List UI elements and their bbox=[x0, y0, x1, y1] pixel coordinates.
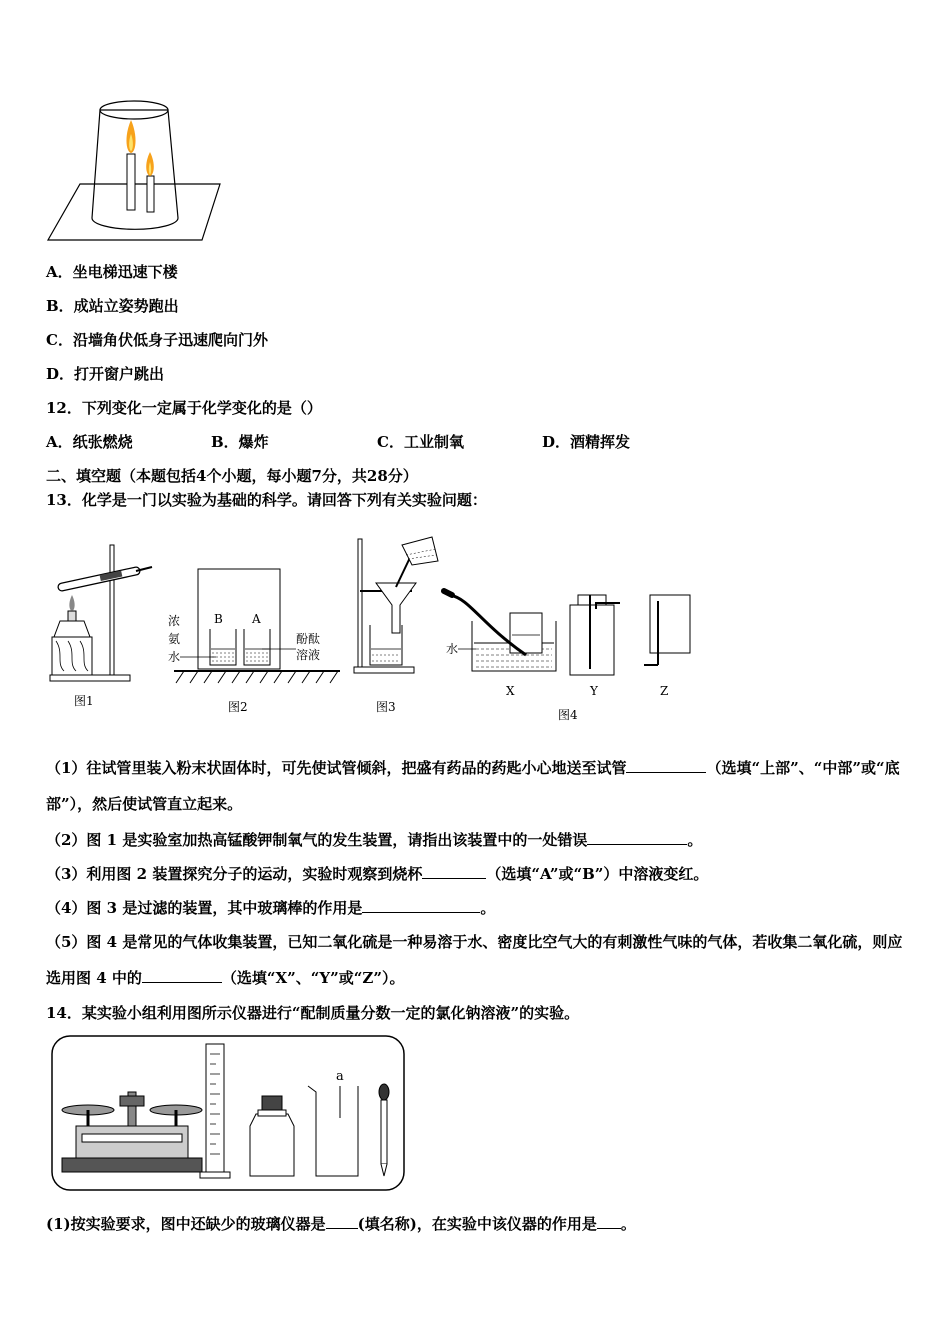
q13-sub2-blank bbox=[587, 830, 687, 845]
q13-sub1 bbox=[46, 750, 908, 822]
fig1-heating-apparatus bbox=[50, 545, 152, 708]
q13-sub4-text-b: 。 bbox=[480, 899, 496, 917]
q12-option-b: B．爆炸 bbox=[211, 433, 269, 451]
candle-experiment-figure bbox=[40, 90, 230, 250]
fig4-gas-collection bbox=[444, 591, 690, 722]
fig4-label: 图4 bbox=[558, 708, 578, 722]
q13-sub4-text-a: （4）图 3 是过滤的装置，其中玻璃棒的作用是 bbox=[46, 899, 363, 917]
q13-sub3 bbox=[46, 856, 908, 892]
fig2-right-text-1: 酚酞 bbox=[296, 632, 321, 646]
section2-heading: 二、填空题（本题包括4个小题，每小题7分，共28分） bbox=[46, 467, 418, 485]
q12-stem: 12．下列变化一定属于化学变化的是（） bbox=[46, 399, 322, 417]
fig2-molecular-motion bbox=[168, 569, 340, 714]
fig2-beaker-a: A bbox=[252, 612, 261, 626]
fig2-right-text-2: 溶液 bbox=[296, 648, 321, 662]
graduated-cylinder-icon bbox=[200, 1044, 230, 1178]
q13-sub3-text-b: （选填“A”或“B”）中溶液变红。 bbox=[486, 865, 709, 883]
q14-sub1-text-c: 。 bbox=[620, 1215, 636, 1233]
q13-sub2 bbox=[46, 822, 908, 858]
q13-sub2-text-b: 。 bbox=[687, 831, 703, 849]
fig3-filtration bbox=[354, 537, 438, 714]
q11-option-b: B．成站立姿势跑出 bbox=[46, 297, 179, 315]
fig2-label: 图2 bbox=[228, 700, 248, 714]
fig2-beaker-b: B bbox=[214, 612, 223, 626]
q14-instruments-figure bbox=[50, 1034, 406, 1194]
q12-option-d: D．酒精挥发 bbox=[542, 433, 631, 451]
q11-option-d: D．打开窗户跳出 bbox=[46, 365, 165, 383]
q14-sub1-text-a: (1)按实验要求，图中还缺少的玻璃仪器是 bbox=[46, 1215, 326, 1233]
q13-apparatus-figure bbox=[40, 525, 700, 725]
q13-sub4 bbox=[46, 890, 908, 926]
fig4-water: 水 bbox=[446, 642, 459, 656]
balance-icon bbox=[62, 1092, 202, 1172]
fig4-x: X bbox=[506, 684, 515, 698]
q13-sub5-text-b: （选填“X”、“Y”或“Z”）。 bbox=[221, 969, 405, 987]
q12-option-a: A．纸张燃烧 bbox=[46, 433, 133, 451]
q13-sub3-text-a: （3）利用图 2 装置探究分子的运动，实验时观察到烧杯 bbox=[46, 865, 423, 883]
fig4-z: Z bbox=[660, 684, 669, 698]
dropper-icon bbox=[379, 1084, 389, 1176]
q13-sub5 bbox=[46, 924, 908, 996]
q14-stem: 14．某实验小组利用图所示仪器进行“配制质量分数一定的氯化钠溶液”的实验。 bbox=[46, 1004, 580, 1022]
q13-sub2-text-a: （2）图 1 是实验室加热高锰酸钾制氧气的发生装置，请指出该装置中的一处错误 bbox=[46, 831, 588, 849]
q13-sub1-text-a: （1）往试管里装入粉末状固体时，可先使试管倾斜，把盛有药品的药匙小心地送至试管 bbox=[46, 759, 627, 777]
q14-sub1 bbox=[46, 1212, 908, 1236]
q13-sub5-blank bbox=[142, 968, 222, 983]
fig3-label: 图3 bbox=[376, 700, 396, 714]
q13-sub5-text-a: （5）图 4 是常见的气体收集装置，已知二氧化硫是一种易溶于水、密度比空气大的有刺激性气味的气体，若收集二氧化硫，则应选用图 4 中的 bbox=[46, 933, 903, 987]
q13-sub4-blank bbox=[362, 898, 480, 913]
fig4-y: Y bbox=[590, 684, 598, 698]
q14-sub1-blank-1 bbox=[326, 1214, 358, 1229]
q12-option-c: C．工业制氧 bbox=[377, 433, 464, 451]
q13-sub3-blank bbox=[422, 864, 486, 879]
q11-option-c: C．沿墙角伏低身子迅速爬向门外 bbox=[46, 331, 268, 349]
q11-option-a: A．坐电梯迅速下楼 bbox=[46, 263, 178, 281]
fig1-label: 图1 bbox=[74, 694, 94, 708]
q14-sub1-text-b: (填名称)，在实验中该仪器的作用是 bbox=[357, 1215, 597, 1233]
fig2-left-text-1: 浓 bbox=[168, 614, 181, 628]
q13-stem: 13．化学是一门以实验为基础的科学。请回答下列有关实验问题： bbox=[46, 491, 487, 509]
q14-sub1-blank-2 bbox=[597, 1214, 621, 1229]
fig2-left-text-3: 水 bbox=[168, 650, 181, 664]
beaker-icon bbox=[308, 1069, 358, 1176]
fig2-left-text-2: 氨 bbox=[168, 632, 181, 646]
reagent-bottle-icon bbox=[250, 1096, 294, 1176]
beaker-label: a bbox=[336, 1069, 344, 1084]
q13-sub1-text-b: （选填“上部”、“中部”或“底部”），然后使试管直立起来。 bbox=[46, 759, 900, 813]
q13-sub1-blank bbox=[626, 758, 706, 773]
